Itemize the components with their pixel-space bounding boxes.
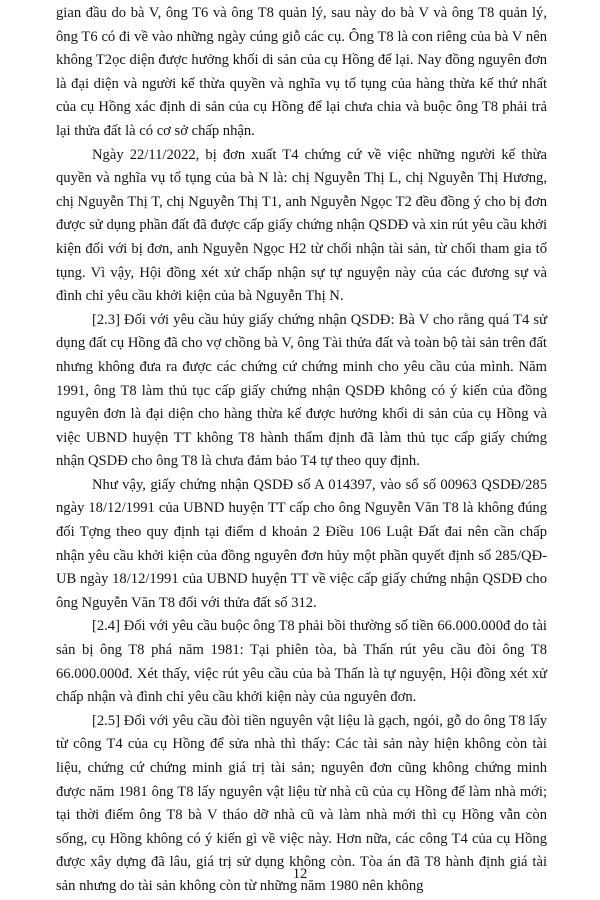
paragraph-certificate-conclusion: Như vậy, giấy chứng nhận QSDĐ số A 014397, vào sổ số 00963 QSDĐ/285 ngày 18/12/1991 của UBND huyện TT cấp cho ông Nguyễn Văn T8 là không đúng đối Tợng theo quy định tại điểm d khoản 2 Điều 106 Luật Đất đai nên cần chấp nhận yêu cầu khởi kiện của đồng nguyên đơn hủy một phần quyết định số 285/QĐ-UB ngày 18/12/1991 của UBND huyện TT về việc cấp giấy chứng nhận QSDĐ cho ông Nguyễn Văn T8 đối với thửa đất số 312. [56,476,547,611]
page-number: 12 [292,866,308,882]
paragraph-continuation: gian đầu do bà V, ông T6 và ông T8 quản lý, sau này do bà V và ông T8 quản lý, ông T6 có đi về vào những ngày cúng giỗ các cụ. Ông T8 là con riêng của bà V nên không T2ọc diện được hưởng khối di sản của cụ Hồng để lại. Nay đồng nguyên đơn là đại diện và người kế thừa quyền và nghĩa vụ tố tụng của hàng thừa kế thứ nhất của cụ Hồng xác định di sản của cụ Hồng để lại chưa chia và buộc ông T8 phải trả lại thửa đất là có cơ sở chấp nhận. [56,5,547,139]
paragraph-withdrawal-heirs: Ngày 22/11/2022, bị đơn xuất T4 chứng cứ về việc những người kế thừa quyền và nghĩa vụ tố tụng của bà N là: chị Nguyễn Thị L, chị Nguyễn Thị Hương, chị Nguyễn Thị T, chị Nguyễn Thị T1, anh Nguyễn Ngọc T2 đều đồng ý cho bị đơn được sử dụng phần đất đã được cấp giấy chứng nhận QSDĐ và xin rút yêu cầu khởi kiện đối với bị đơn, anh Nguyễn Ngọc H2 từ chối nhận tài sản, từ chối tham gia tố tụng. Vì vậy, Hội đồng xét xử chấp nhận sự tự nguyện này của các đương sự và đình chỉ yêu cầu khởi kiện của bà Nguyễn Thị N. [56,146,547,305]
paragraph-section-2-5: [2.5] Đối với yêu cầu đòi tiền nguyên vật liệu là gạch, ngói, gỗ do ông T8 lấy từ công T4 của cụ Hồng để sửa nhà thì thấy: Các tài sản này hiện không còn tài liệu, chứng cứ chứng minh giá trị tài sản; nguyên đơn cũng không chứng minh được năm 1981 ông T8 lấy nguyên vật liệu từ nhà cũ của cụ Hồng để làm nhà mới; tại thời điểm ông T8 bà V tháo dỡ nhà cũ và làm nhà mới thì cụ Hồng vẫn còn sống, cụ Hồng không có ý kiến gì về việc này. Hơn nữa, các công T4 của cụ Hồng được xây dựng đã lâu, giá trị sử dụng không còn. Tòa án đã T8 hành định giá tài sản nhưng do tài sản không còn từ những năm 1980 nên không [56,712,547,894]
paragraph-section-2-3: [2.3] Đối với yêu cầu hủy giấy chứng nhận QSDĐ: Bà V cho rằng quá T4 sử dụng đất cụ Hồng đã cho vợ chồng bà V, ông Tài thửa đất và toàn bộ tài sản trên đất nhưng không đưa ra được các chứng cứ chứng minh cho yêu cầu của mình. Năm 1991, ông T8 làm thủ tục cấp giấy chứng nhận QSDĐ không có ý kiến của đồng nguyên đơn là đại diện cho hàng thừa kế được hưởng khối di sản của cụ Hồng và việc UBND huyện TT không T8 hành thẩm định đã làm thủ tục cấp giấy chứng nhận QSDĐ cho ông T8 là chưa đảm bảo T4 tự theo quy định. [56,311,547,470]
paragraph-section-2-4: [2.4] Đối với yêu cầu buộc ông T8 phải bồi thường số tiền 66.000.000đ do tài sản bị ông T8 phá năm 1981: Tại phiên tòa, bà Thấn rút yêu cầu đòi ông T8 66.000.000đ. Xét thấy, việc rút yêu cầu của bà Thấn là tự nguyện, Hội đồng xét xử chấp nhận và đình chỉ yêu cầu khởi kiện này của nguyên đơn. [56,618,547,706]
document-body [56,2,547,899]
